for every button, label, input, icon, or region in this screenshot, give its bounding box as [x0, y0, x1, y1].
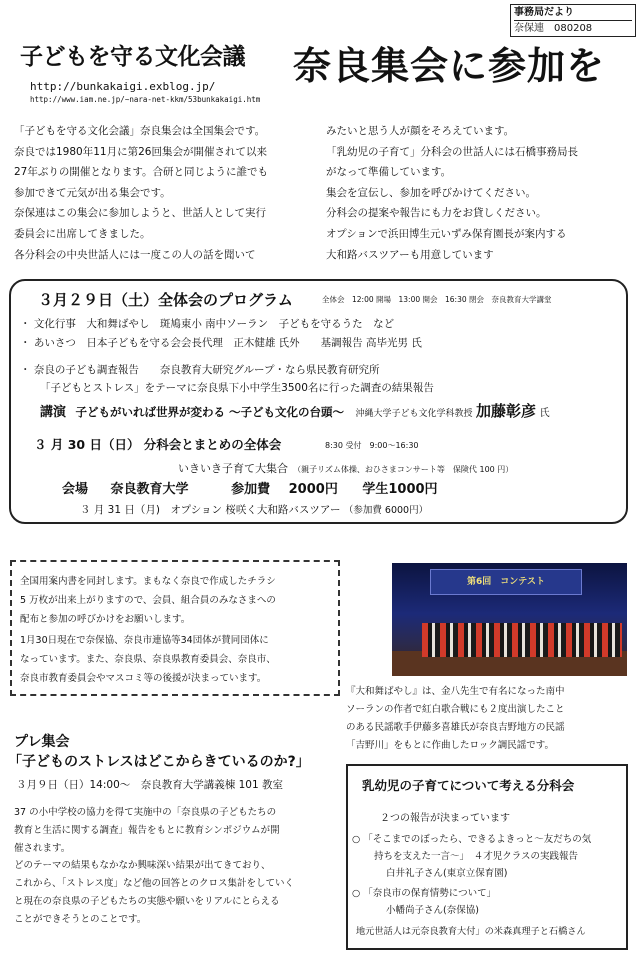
day3-fee: （参加費 6000円）: [343, 505, 429, 516]
intro-line: 「子どもを守る文化会議」奈良集会は全国集会です。: [14, 125, 266, 137]
intro-right-column: [326, 121, 631, 265]
student-fee: 学生1000円: [362, 482, 438, 497]
day1-heading: ３月２９日（土）全体会のプログラム: [38, 291, 293, 309]
intro-line: 参加できて元気が出る集会です。: [14, 186, 171, 199]
pre-line: ことができそうとのことです。: [14, 913, 147, 925]
pre-line: 催されます。: [14, 842, 71, 854]
report-1: [352, 831, 624, 882]
pre-line: これから、「ストレス度」など他の回答とのクロス集計をしていく: [14, 878, 294, 890]
fee-label: 参加費: [231, 482, 271, 497]
notice-line: なっています。また、奈良県、奈良県教育委員会、奈良市、: [20, 654, 276, 665]
intro-line: 奈保連はこの集会に参加しようと、世話人として実行: [14, 207, 266, 220]
caption-line: のある民謡歌手伊藤多喜雄氏が奈良吉野地方の民謡: [346, 722, 565, 733]
intro-line: 大和路バスツアーも用意しています: [326, 248, 494, 261]
intro-line: がなって準備しています。: [326, 166, 452, 179]
bunkakai-footer: 地元世話人は元奈良教育大付」の米森真理子と石橋さん: [356, 926, 586, 937]
program-item-survey-detail: 「子どもとストレス」をテーマに奈良県下小中学生3500名に行った調査の結果報告: [40, 382, 434, 394]
intro-line: 27年ぶりの開催となります。合研と同じように誰でも: [14, 166, 269, 179]
notice-line: 1月30日現在で奈保協、奈良市連協等34団体が賛同団体に: [20, 635, 269, 646]
performance-photo: [392, 563, 627, 676]
stage-banner-text: 第6回 コンテスト: [467, 577, 545, 587]
pre-subtitle: 「子どものストレスはどこからきているのか?」: [8, 754, 310, 770]
notice-line: 5 万枚が出来上がりますので、会員、組合員のみなさまへの: [20, 595, 276, 606]
program-item-greeting: ・ あいさつ 日本子どもを守る会会長代理 正木健雄 氏外 基調報告 高毕光男 氏: [20, 337, 422, 349]
caption-line: 「吉野川」をもとに作曲したロック調民謡です。: [346, 740, 555, 751]
photo-caption: [346, 683, 634, 755]
notice-line: 全国用案内書を同封します。まもなく奈良で作成したチラシ: [20, 576, 276, 587]
report-1-title: ○ 「そこまでのぼったら、できるよきっと～友だちの気: [352, 834, 592, 845]
blog-url[interactable]: http://bunkakaigi.exblog.jp/: [30, 80, 216, 93]
report-1-author: 白井礼子さん(東京立保育園): [386, 868, 508, 879]
caption-line: ソーランの作者で紅白歌合戦にも２度出演したこと: [346, 704, 565, 715]
intro-line: 「乳幼児の子育て」分科会の世話人には石橋事務局長: [326, 145, 578, 158]
page-title-right: 奈良集会に参加を: [293, 44, 606, 88]
page-title-left: 子どもを守る文化会議: [20, 44, 245, 70]
badge-issue: 奈保連 080208: [514, 23, 593, 34]
bunkakai-lead: ２つの報告が決まっています: [380, 813, 510, 824]
report-2-title: ○ 「奈良市の保育情勢について」: [352, 888, 497, 899]
intro-line: 分科会の提案や報告にも力をお貸しください。: [326, 207, 547, 220]
day3-line: [80, 502, 428, 519]
venue-label: 会場: [62, 482, 89, 497]
day2-heading: ３ 月 30 日（日） 分科会とまとめの全体会: [34, 437, 282, 452]
pre-line: 教育と生活に関する調査」報告をもとに教育シンポジウムが開: [14, 824, 280, 836]
lecture-speaker: 加藤彰彦: [476, 402, 537, 420]
pre-date: ３月９日（日）14:00～ 奈良教育大学講義棟 101 教室: [16, 779, 283, 791]
intro-line: 委員会に出席してきました。: [14, 227, 151, 240]
lecture-honorific: 氏: [539, 408, 550, 419]
lecture-label: 講演: [40, 405, 67, 420]
pre-line: 37 の小中学校の協力を得て実施中の「奈良県の子どもたちの: [14, 807, 277, 818]
intro-left-column: [14, 121, 319, 265]
report-1-title-cont: 持ちを支えた一言～」 ４才児クラスの実践報告: [374, 851, 578, 862]
program-item-culture: ・ 文化行事 大和舞ばやし 斑鳩東小 南中ソーラン 子どもを守るうた など: [20, 318, 395, 330]
fee-amount: 2000円: [288, 482, 338, 497]
notice-box: [10, 560, 340, 696]
pre-line: と現在の奈良県の子どもたちの実態や願いをリアルにとらえる: [14, 895, 280, 907]
bunkakai-title: 乳幼児の子育てについて考える分科会: [362, 778, 575, 793]
stage-banner: [430, 569, 582, 595]
intro-line: 奈良では1980年11月に第26回集会が開催されて以来: [14, 145, 267, 158]
lecture-title: 子どもがいれば世界が変わる ～子ども文化の台頭～: [75, 405, 345, 419]
day2-times: 8:30 受付 9:00～16:30: [325, 441, 419, 450]
intro-line: 集会を宣伝し、参加を呼びかけてください。: [326, 186, 536, 199]
venue-name: 奈良教育大学: [110, 482, 189, 497]
lecture-affiliation: 沖縄大学子ども文化学科教授: [355, 409, 473, 419]
notice-line: 配布と参加の呼びかけをお願いします。: [20, 614, 191, 625]
intro-line: 各分科会の中央世話人には一度この人の話を聞いて: [14, 248, 256, 261]
venue-fee-line: [62, 480, 438, 500]
caption-line: 『大和舞ばやし』は、金八先生で有名になった南中: [346, 686, 565, 697]
day3-option: ３ 月 31 日（月) オプション 桜咲く大和路バスツアー: [80, 504, 341, 516]
pre-heading: プレ集会: [14, 734, 70, 750]
intro-line: みたいと思う人が顔をそろえています。: [326, 125, 515, 137]
pre-body: [14, 804, 344, 929]
report-2-author: 小幡尚子さん(奈保協): [386, 905, 479, 916]
dancers: [422, 623, 622, 657]
day2-event-line: [178, 459, 513, 478]
intro-line: オプションで浜田博生元いずみ保育園長が案内する: [326, 227, 567, 240]
site-url[interactable]: http://www.iam.ne.jp/~nara-net-kkm/53bunkakaigi.htm: [30, 95, 261, 104]
notice-line: 奈良市教育委員会やマスコミ等の後援が決まっています。: [20, 673, 267, 684]
day2-event: いきいき子育て大集合: [178, 462, 288, 475]
report-2: [352, 885, 624, 919]
newsletter-badge: [510, 4, 636, 37]
lecture-line: [40, 400, 550, 425]
pre-line: どのテーマの結果もなかなか興味深い結果が出てきており、: [14, 860, 271, 872]
day1-times: 全体会 12:00 開場 13:00 開会 16:30 閉会 奈良教育大学講堂: [322, 295, 552, 304]
badge-title: 事務局だより: [514, 5, 632, 21]
program-item-survey: ・ 奈良の子ども調査報告 奈良教育大研究グループ・なら県民教育研究所: [20, 364, 380, 376]
day2-event-note: （親子リズム体操、おひさまコンサート等 保険代 100 円）: [293, 465, 514, 474]
